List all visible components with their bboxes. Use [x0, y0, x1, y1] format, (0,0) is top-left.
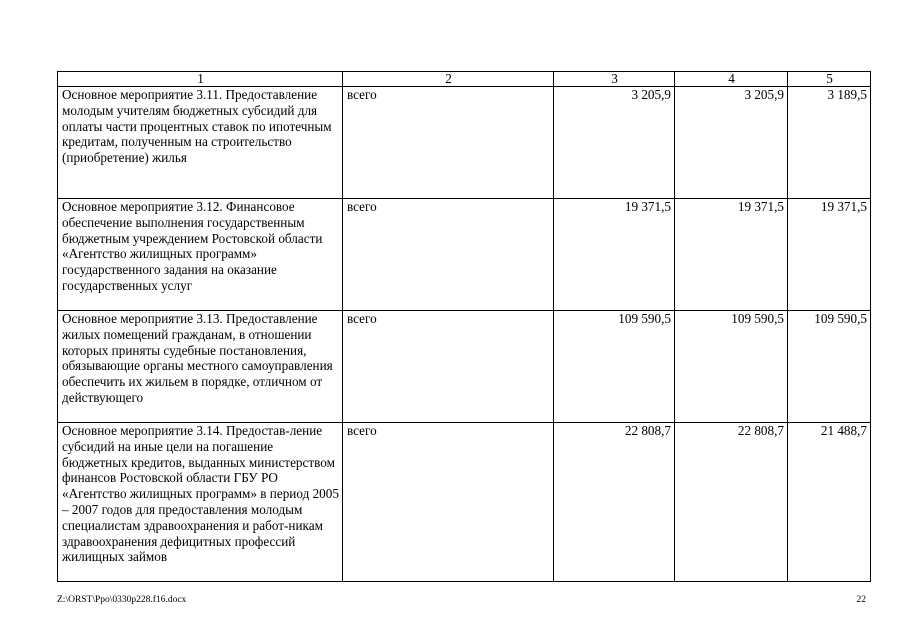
row-value-3: 3 205,9 — [554, 87, 675, 199]
budget-table — [57, 71, 871, 582]
row-value-4: 19 371,5 — [675, 199, 788, 311]
table-row — [58, 311, 871, 423]
row-value-5: 19 371,5 — [788, 199, 871, 311]
row-name: Основное мероприятие 3.12. Финансовое обеспечение выполнения государственным бюджетным учреждением Ростовской области «Агентство жилищных программ» государственного задания на оказание государственных услуг — [58, 199, 343, 311]
row-value-3: 22 808,7 — [554, 423, 675, 582]
row-value-5: 109 590,5 — [788, 311, 871, 423]
row-value-5: 21 488,7 — [788, 423, 871, 582]
file-path: Z:\ORST\Ppo\0330p228.f16.docx — [57, 595, 187, 605]
row-kind: всего — [343, 311, 554, 423]
page-number: 22 — [856, 595, 866, 605]
table-row — [58, 423, 871, 582]
row-value-4: 3 205,9 — [675, 87, 788, 199]
row-value-3: 109 590,5 — [554, 311, 675, 423]
row-value-4: 22 808,7 — [675, 423, 788, 582]
header-row — [58, 72, 871, 87]
column-header-3: 3 — [554, 72, 675, 87]
column-header-5: 5 — [788, 72, 871, 87]
table-row — [58, 87, 871, 199]
row-name: Основное мероприятие 3.11. Предоставление молодым учителям бюджетных субсидий для оплаты части процентных ставок по ипотечным кредитам, полученным на строительство (приобретение) жилья — [58, 87, 343, 199]
column-header-4: 4 — [675, 72, 788, 87]
row-name: Основное мероприятие 3.14. Предостав-ление субсидий на иные цели на погашение бюджетных кредитов, выданных министерством финансов Ростовской области ГБУ РО «Агентство жилищных программ» в период 2005 – 2007 годов для предоставления молодым специалистам здравоохранения и работ-никам здравоохранения дефицитных профессий жилищных займов — [58, 423, 343, 582]
row-name: Основное мероприятие 3.13. Предоставление жилых помещений гражданам, в отношении которых приняты судебные постановления, обязывающие органы местного самоуправления обеспечить их жильем в порядке, отличном от действующего — [58, 311, 343, 423]
row-value-3: 19 371,5 — [554, 199, 675, 311]
row-kind: всего — [343, 199, 554, 311]
row-kind: всего — [343, 87, 554, 199]
row-kind: всего — [343, 423, 554, 582]
row-value-5: 3 189,5 — [788, 87, 871, 199]
row-value-4: 109 590,5 — [675, 311, 788, 423]
table-row — [58, 199, 871, 311]
column-header-1: 1 — [58, 72, 343, 87]
column-header-2: 2 — [343, 72, 554, 87]
